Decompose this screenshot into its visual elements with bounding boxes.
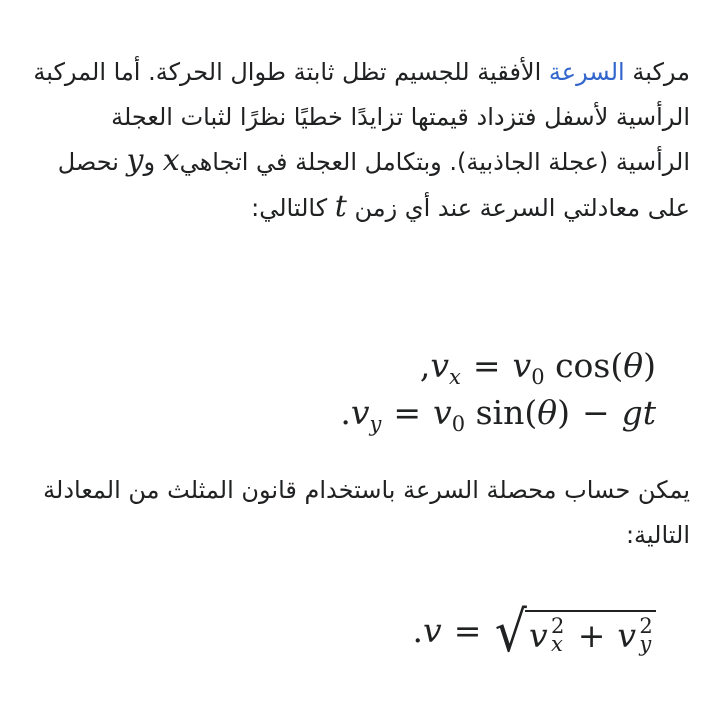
radicand: [525, 610, 656, 656]
equation-resultant: [412, 600, 656, 665]
term-sub: x: [551, 632, 563, 656]
math-var-t: t: [334, 188, 347, 224]
paragraph-text: الأفقية للجسيم تظل ثابتة طوال الحركة. أما المركبة الرأسية لأسفل فتزداد قيمتها تزايدًا خطيًا نظرًا لثبات العجلة الرأسية (عجلة الجاذبية). وبتكامل العجلة في اتجاهي: [33, 58, 690, 176]
paragraph-text: يمكن حساب محصلة السرعة باستخدام قانون المثلث من المعادلة التالية:: [43, 476, 690, 549]
vx-squared: [529, 616, 566, 656]
paragraph-text: و: [143, 148, 163, 176]
math-var-y: y: [126, 143, 144, 178]
paragraph-text: نحصل على معادلتي السرعة عند أي زمن: [57, 148, 690, 222]
math-var-x: x: [162, 143, 180, 178]
equals-sign: =: [453, 611, 482, 650]
eq-rhs-sub: 0: [531, 365, 545, 389]
eq-rhs-sub: 0: [451, 412, 466, 436]
term-sub: y: [639, 632, 652, 656]
eq-punct: ,: [419, 346, 431, 385]
minus-sign: −: [581, 393, 610, 432]
eq-lhs: v: [423, 611, 442, 650]
eq-lhs: v: [430, 346, 450, 385]
eq-lhs-sub: y: [369, 412, 382, 436]
term-var: v: [617, 616, 636, 655]
eq-function: sin: [475, 393, 525, 432]
eq-lhs-sub: x: [449, 365, 461, 389]
eq-argument: θ: [537, 393, 558, 432]
plus-sign: +: [577, 616, 606, 655]
eq-rhs-var: v: [512, 346, 532, 385]
eq-punct: .: [412, 611, 424, 650]
equals-sign: =: [472, 346, 501, 385]
square-root: [493, 600, 656, 665]
eq-function: cos: [555, 346, 611, 385]
vy-squared: [617, 616, 654, 656]
term-sup: 2: [639, 614, 653, 638]
paragraph-text: مركبة: [624, 58, 690, 86]
eq-lhs: v: [350, 393, 370, 432]
eq-gravity-term: gt: [621, 393, 656, 432]
paragraph-velocity-components: [30, 50, 690, 230]
paragraph-text: كالتالي:: [251, 193, 335, 222]
equals-sign: =: [393, 393, 422, 432]
eq-punct: .: [340, 393, 351, 432]
equation-vy: $.v_y = v_0$ sin(θ) − gt: [340, 393, 656, 436]
eq-rhs-var: v: [433, 393, 452, 432]
paragraph-resultant: [30, 468, 690, 557]
equation-vx: $,v_x = v_0$ cos(θ): [419, 346, 656, 389]
eq-argument: θ: [623, 346, 644, 385]
term-sup: 2: [551, 614, 565, 638]
velocity-link[interactable]: السرعة: [548, 58, 625, 86]
radical-icon: √: [495, 600, 528, 665]
term-var: v: [529, 616, 548, 655]
